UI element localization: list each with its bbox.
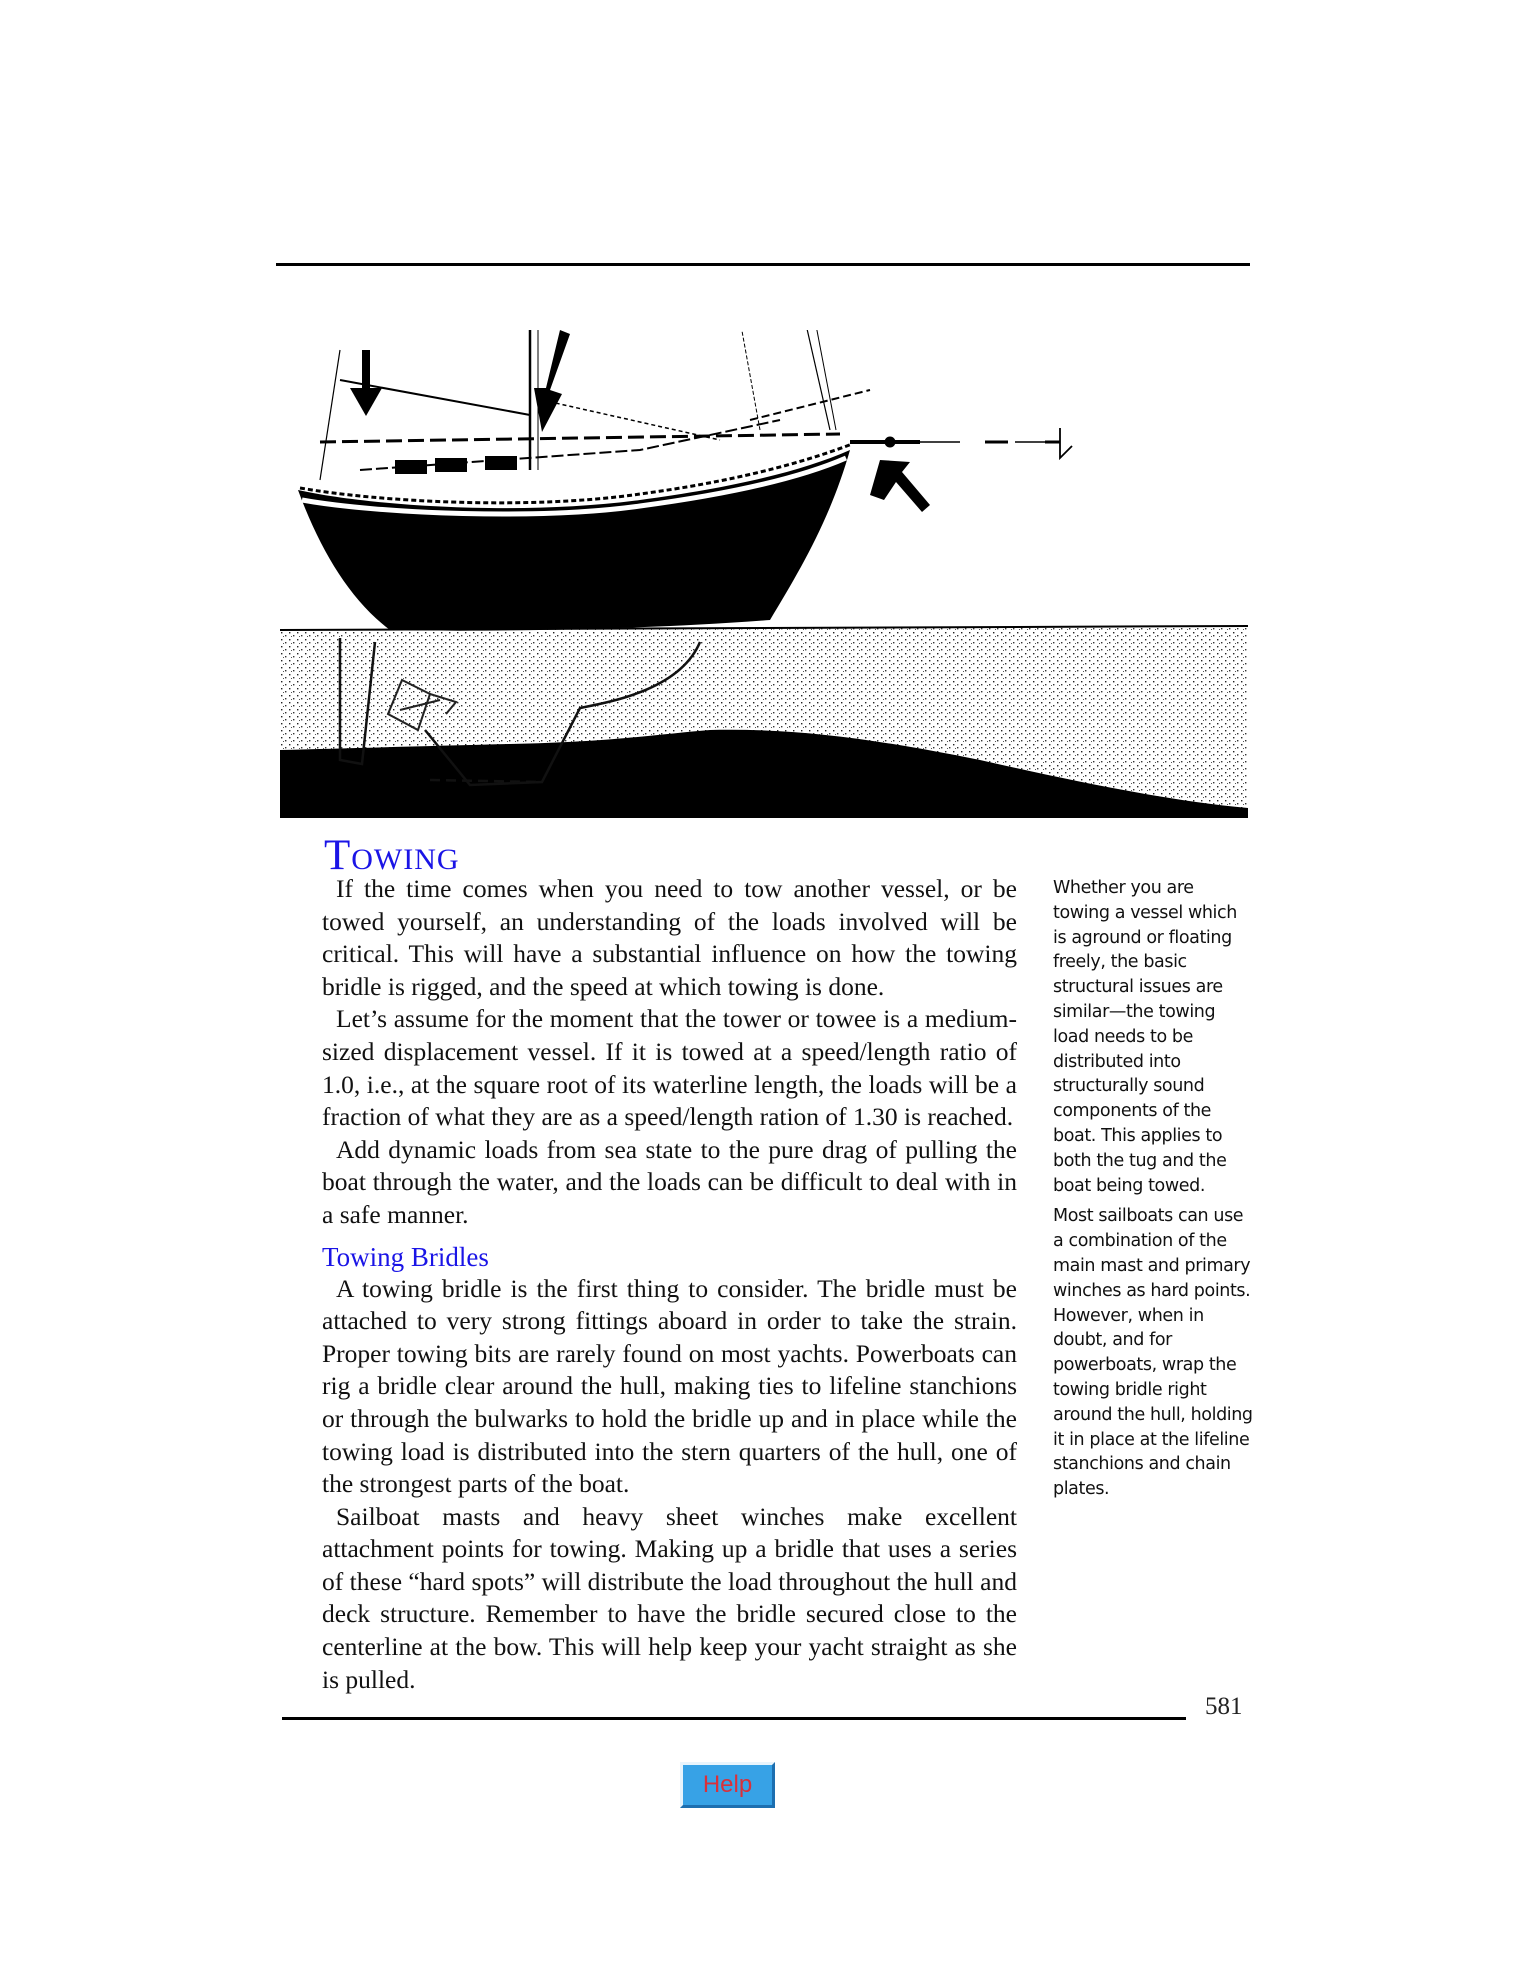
up-left-arrow-icon xyxy=(870,460,930,512)
down-left-arrow-icon xyxy=(534,330,570,432)
paragraph: If the time comes when you need to tow another vessel, or be towed yourself, an understanding of the loads involved will be critical. This will have a substantial influence on how the towing bridle is rigged, and the speed at which towing is done. xyxy=(322,874,1017,1001)
sidebar-note: Most sailboats can use a combination of the main mast and primary winches as hard points. However, when in doubt, and for powerboats, wrap the towing bridle right around the hull, holding it in place at the lifeline stanchions and chain plates. xyxy=(1053,1206,1253,1500)
article-body xyxy=(322,873,1017,1696)
section-heading: Towing Bridles xyxy=(322,1241,489,1272)
sidebar-note: Whether you are towing a vessel which is aground or floating freely, the basic structural issues are similar—the towing load needs to be distributed into structurally sound components of the boat. This applies to both the tug and the boat being towed. xyxy=(1053,878,1237,1196)
bottom-rule xyxy=(282,1717,1186,1720)
paragraph: Sailboat masts and heavy sheet winches make excellent attachment points for towing. Making up a bridle that uses a series of these “hard spots” will distribute the load throughout the hull and deck structure. Remember to have the bridle secured close to the centerline at the bow. This will help keep your yacht straight as she is pulled. xyxy=(322,1501,1017,1694)
rigging xyxy=(320,330,870,480)
paragraph: Let’s assume for the moment that the tower or towee is a medium-sized displacement vessel. If it is towed at a speed/length ratio of 1.0, i.e., at the square root of its waterline length, the loads will be a fraction of what they are as a speed/length ration of 1.30 is reached. xyxy=(322,1004,1017,1132)
hull xyxy=(298,444,852,631)
down-arrow-icon xyxy=(362,350,370,392)
sidebar-notes xyxy=(1053,876,1253,1508)
tow-line-icon xyxy=(850,428,1072,458)
cabin xyxy=(320,420,840,474)
attachment-arrows xyxy=(350,330,930,512)
paragraph: A towing bridle is the first thing to consider. The bridle must be attached to very strong fittings aboard in order to take the strain. Proper towing bits are rarely found on most yachts. Powerboats can rig a bridle clear around the hull, making ties to lifeline stanchions or through the bulwarks to hold the bridle up and in place while the towing load is distributed into the stern quarters of the hull, one of the strongest parts of the boat. xyxy=(322,1273,1017,1499)
help-button[interactable]: Help xyxy=(680,1762,775,1808)
top-rule xyxy=(276,263,1250,266)
towing-illustration xyxy=(280,330,1248,818)
page-number: 581 xyxy=(1205,1693,1243,1720)
paragraph: Add dynamic loads from sea state to the pure drag of pulling the boat through the water, and the loads can be difficult to deal with in a safe manner. xyxy=(322,1134,1017,1229)
page-title: Towing xyxy=(324,832,460,879)
